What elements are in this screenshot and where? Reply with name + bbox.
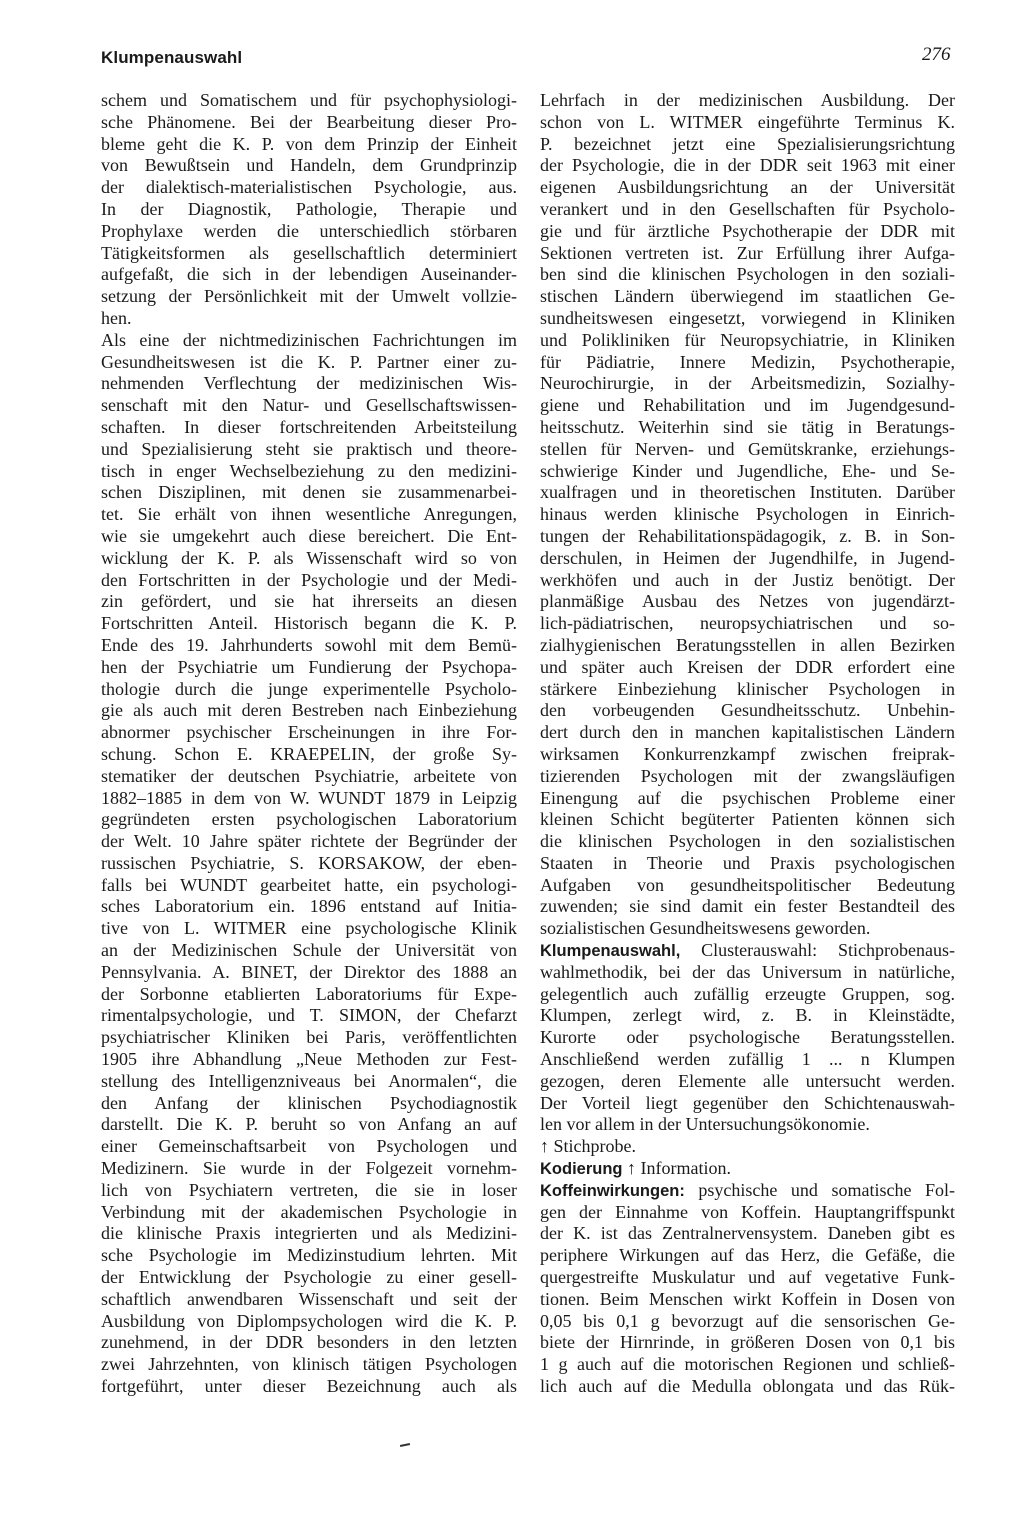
text-line: planmäßige Ausbau des Netzes von jugendärzt- <box>540 591 955 612</box>
text-line: Neurochirurgie, in der Arbeitsmedizin, Sozialhy- <box>540 373 955 394</box>
text-line: 1882–1885 in dem von W. WUNDT 1879 in Leipzig <box>101 787 517 808</box>
text-line: schaftlich anwendbaren Wissenschaft und seit der <box>101 1288 517 1309</box>
text-line: len vor allem in der Untersuchungsökonomie. <box>540 1114 870 1135</box>
text-line: Ausbildung von Diplompsychologen wird die K. P. <box>101 1310 517 1331</box>
text-line: Tätigkeitsformen als gesellschaftlich determiniert <box>101 242 517 263</box>
text-line: derschulen, in Heimen der Jugendhilfe, in Jugend- <box>540 547 955 568</box>
text-line: biete der Hirnrinde, in größeren Dosen von 0,1 bis <box>540 1332 955 1353</box>
text-line: Aufgaben von gesundheitspolitischer Bedeutung <box>540 874 955 895</box>
text-line: xualfragen und in theoretischen Instituten. Darüber <box>540 482 955 503</box>
text-line: setzung der Persönlichkeit mit der Umwelt vollzie- <box>101 286 517 307</box>
text-line: der dialektisch-materialistischen Psychologie, aus. <box>101 177 517 198</box>
text-line: Klumpenauswahl, Clusterauswahl: Stichprobenaus- <box>540 940 955 961</box>
text-line: 1905 ihre Abhandlung „Neue Methoden zur Fest- <box>101 1049 517 1070</box>
text-line: hinaus werden klinische Psychologen in Einrich- <box>540 504 955 525</box>
text-line: verankert und in den Gesellschaften für Psycholo- <box>540 198 955 219</box>
text-line: stellung des Intelligenzniveaus bei Anormalen“, die <box>101 1070 517 1091</box>
text-line: schung. Schon E. KRAEPELIN, der große Sy- <box>101 743 517 764</box>
text-line: tive von L. WITMER eine psychologische Klinik <box>101 918 517 939</box>
text-line: tisch in enger Wechselbeziehung zu den medizini- <box>101 460 517 481</box>
running-head-title: Klumpenauswahl <box>101 48 243 67</box>
text-line: thologie durch die junge experimentelle Psycholo- <box>101 678 517 699</box>
text-line: Medizinern. Sie wurde in der Folgezeit vornehm- <box>101 1158 517 1179</box>
text-line: russischen Psychiatrie, S. KORSAKOW, der eben- <box>101 852 517 873</box>
text-line: zin gefördert, und sie hat ihrerseits an diesen <box>101 591 517 612</box>
text-line: gie als auch mit deren Bestreben nach Einbeziehung <box>101 700 517 721</box>
text-line: sche Phänomene. Bei der Bearbeitung dieser Pro- <box>101 111 517 132</box>
text-line: stärkere Einbeziehung klinischer Psychologen in <box>540 678 955 699</box>
text-line: den vorbeugenden Gesundheitsschutz. Unbehin- <box>540 700 955 721</box>
text-line: gelegentlich auch zufällig erzeugte Gruppen, sog. <box>540 983 955 1004</box>
text-line: für Pädiatrie, Innere Medizin, Psychotherapie, <box>540 351 955 372</box>
right-text-column <box>540 90 955 1398</box>
text-line: giene und Rehabilitation und im Jugendgesund- <box>540 395 955 416</box>
text-line: Prophylaxe werden die unterschiedlich störbaren <box>101 220 517 241</box>
text-line: sundheitswesen eingesetzt, vorwiegend in Kliniken <box>540 307 955 328</box>
text-line: Anschließend werden zufällig 1 ... n Klumpen <box>540 1049 955 1070</box>
text-line: Kurorte oder psychologische Beratungsstellen. <box>540 1027 955 1048</box>
text-line: fortgeführt, unter dieser Bezeichnung auch als <box>101 1376 517 1397</box>
text-line: der Sorbonne etablierten Laboratoriums für Expe- <box>101 983 517 1004</box>
text-line: zialhygienischen Beratungsstellen in allen Bezirken <box>540 634 955 655</box>
text-line: Kodierung ↑ Information. <box>540 1158 731 1179</box>
text-line: lich von Psychiatern vertreten, die sie in loser <box>101 1179 517 1200</box>
text-line: bleme geht die K. P. von dem Prinzip der Einheit <box>101 133 517 154</box>
text-line: den Anfang der klinischen Psychodiagnostik <box>101 1092 517 1113</box>
text-line: sozialistischen Gesundheitswesens geworden. <box>540 918 871 939</box>
entry-keyword: Kodierung <box>540 1160 623 1179</box>
text-line: Sektionen vertreten ist. Zur Erfüllung ihrer Aufga- <box>540 242 955 263</box>
text-line: gie und für ärztliche Psychotherapie der DDR mit <box>540 220 955 241</box>
text-line: lich-pädiatrischen, neuropsychiatrischen und so- <box>540 613 955 634</box>
text-line: Verbindung mit der akademischen Psychologie in <box>101 1201 517 1222</box>
left-text-column <box>101 90 517 1398</box>
text-line: tet. Sie erhält von ihnen wesentliche Anregungen, <box>101 504 517 525</box>
text-line: darstellt. Die K. P. beruht so von Anfang an auf <box>101 1114 517 1135</box>
text-line: gezogen, deren Elemente alle untersucht werden. <box>540 1070 955 1091</box>
text-line: Der Vorteil liegt gegenüber den Schichtenauswah- <box>540 1092 955 1113</box>
text-line: Lehrfach in der medizinischen Ausbildung. Der <box>540 90 955 110</box>
text-line: wie sie umgekehrt auch diese bereichert. Die Ent- <box>101 525 517 546</box>
text-line: falls bei WUNDT gearbeitet hatte, ein psychologi- <box>101 874 517 895</box>
text-line: quergestreifte Muskulatur und auf vegetative Funk- <box>540 1267 955 1288</box>
text-line: Klumpen, zerlegt wird, z. B. in Kleinstädte, <box>540 1005 955 1026</box>
text-line: rimentalpsychologie, und T. SIMON, der Chefarzt <box>101 1005 517 1026</box>
text-line: ben sind die klinischen Psychologen in den soziali- <box>540 264 955 285</box>
text-line: tionen. Beim Menschen wirkt Koffein in Dosen von <box>540 1288 955 1309</box>
text-line: dert durch den in manchen kapitalistischen Ländern <box>540 722 955 743</box>
text-line: stischen Ländern überwiegend im staatlichen Ge- <box>540 286 955 307</box>
text-line: hen der Psychiatrie um Fundierung der Psychopa- <box>101 656 517 677</box>
text-line: schon von L. WITMER eingeführte Terminus K. <box>540 111 955 132</box>
text-line: wirksamen Konkurrenzkampf zwischen freiprak- <box>540 743 955 764</box>
text-line: tungen der Rehabilitationspädagogik, z. B. in Son- <box>540 525 955 546</box>
text-line: In der Diagnostik, Pathologie, Therapie und <box>101 198 517 219</box>
text-line: von Bewußtsein und Handeln, dem Grundprinzip <box>101 155 517 176</box>
text-line: gegründeten ersten psychologischen Laboratorium <box>101 809 517 830</box>
text-line: ↑ Stichprobe. <box>540 1136 636 1157</box>
entry-keyword: Koffeinwirkungen: <box>540 1181 685 1200</box>
text-line: sche Psychologie im Medizinstudium lehrten. Mit <box>101 1245 517 1266</box>
text-line: zuwenden; sie sind damit ein fester Bestandteil des <box>540 896 955 917</box>
text-line: stellen für Nerven- und Gemütskranke, erziehungs- <box>540 438 955 459</box>
text-line: wicklung der K. P. als Wissenschaft wird so von <box>101 547 517 568</box>
page-number: 276 <box>922 44 951 65</box>
text-line: periphere Wirkungen auf das Herz, die Gefäße, die <box>540 1245 955 1266</box>
entry-keyword: Klumpenauswahl, <box>540 942 681 961</box>
text-line: abnormer psychischer Erscheinungen in ihre For- <box>101 722 517 743</box>
text-line: an der Medizinischen Schule der Universität von <box>101 940 517 961</box>
text-line: sches Laboratorium ein. 1896 entstand auf Initia- <box>101 896 517 917</box>
text-line: schem und Somatischem und für psychophysiologi- <box>101 90 517 110</box>
text-line: Fortschritten Anteil. Historisch begann die K. P. <box>101 613 517 634</box>
text-line: hen. <box>101 307 132 328</box>
text-line: stematiker der deutschen Psychiatrie, arbeitete von <box>101 765 517 786</box>
text-line: schaften. In dieser fortschreitenden Arbeitsteilung <box>101 416 517 437</box>
text-line: lich auch auf die Medulla oblongata und das Rük- <box>540 1376 955 1397</box>
text-line: 1 g auch auf die motorischen Regionen und schließ- <box>540 1354 955 1375</box>
text-line: Ende des 19. Jahrhunderts sowohl mit dem Bemü- <box>101 634 517 655</box>
text-line: zwei Jahrzehnten, von klinisch tätigen Psychologen <box>101 1354 517 1375</box>
text-line: zunehmend, in der DDR besonders in den letzten <box>101 1332 517 1353</box>
text-line: die klinische Praxis integrierten und als Medizini- <box>101 1223 517 1244</box>
text-line: P. bezeichnet jetzt eine Spezialisierungsrichtung <box>540 133 955 154</box>
text-line: und Spezialisierung steht sie praktisch und theore- <box>101 438 517 459</box>
text-line: Staaten in Theorie und Praxis psychologischen <box>540 852 955 873</box>
text-line: senschaft mit den Natur- und Gesellschaftswissen- <box>101 395 517 416</box>
text-line: Gesundheitswesen ist die K. P. Partner einer zu- <box>101 351 517 372</box>
text-line: werkhöfen und auch in der Justiz benötigt. Der <box>540 569 955 590</box>
text-line: eigenen Ausbildungsrichtung an der Universität <box>540 177 955 198</box>
text-line: nehmenden Verflechtung der medizinischen Wis- <box>101 373 517 394</box>
text-line: gen der Einnahme von Koffein. Hauptangriffspunkt <box>540 1201 955 1222</box>
text-line: Einengung auf die psychischen Probleme einer <box>540 787 955 808</box>
text-line: der K. ist das Zentralnervensystem. Daneben gibt es <box>540 1223 955 1244</box>
text-line: tizierenden Psychologen mit der zwangsläufigen <box>540 765 955 786</box>
text-line: der Psychologie, die in der DDR seit 1963 mit einer <box>540 155 955 176</box>
text-line: wahlmethodik, bei der das Universum in natürliche, <box>540 961 955 982</box>
text-line: der Entwicklung der Psychologie zu einer gesell- <box>101 1267 517 1288</box>
text-line: aufgefaßt, die sich in der lebendigen Auseinander- <box>101 264 517 285</box>
text-line: und Polikliniken für Neuropsychiatrie, in Kliniken <box>540 329 955 350</box>
text-line: schen Disziplinen, mit denen sie zusammenarbei- <box>101 482 517 503</box>
text-line: Koffeinwirkungen: psychische und somatische Fol- <box>540 1179 955 1200</box>
text-line: 0,05 bis 0,1 g bevorzugt auf die sensorischen Ge- <box>540 1310 955 1331</box>
text-line: der Welt. 10 Jahre später richtete der Begründer der <box>101 831 517 852</box>
text-line: psychiatrischer Kliniken bei Paris, veröffentlichten <box>101 1027 517 1048</box>
text-line: schwierige Kinder und Jugendliche, Ehe- und Se- <box>540 460 955 481</box>
text-line: heitsschutz. Weiterhin sind sie tätig in Beratungs- <box>540 416 955 437</box>
text-line: einer Gemeinschaftsarbeit von Psychologen und <box>101 1136 517 1157</box>
print-mark <box>400 1443 410 1447</box>
text-line: die klinischen Psychologen in den sozialistischen <box>540 831 955 852</box>
text-line: Pennsylvania. A. BINET, der Direktor des 1888 an <box>101 961 517 982</box>
text-line: Als eine der nichtmedizinischen Fachrichtungen im <box>101 329 517 350</box>
text-line: und später auch Kreisen der DDR erfordert eine <box>540 656 955 677</box>
text-line: kleinen Schicht begüterter Patienten können sich <box>540 809 955 830</box>
text-line: den Fortschritten in der Psychologie und der Medi- <box>101 569 517 590</box>
